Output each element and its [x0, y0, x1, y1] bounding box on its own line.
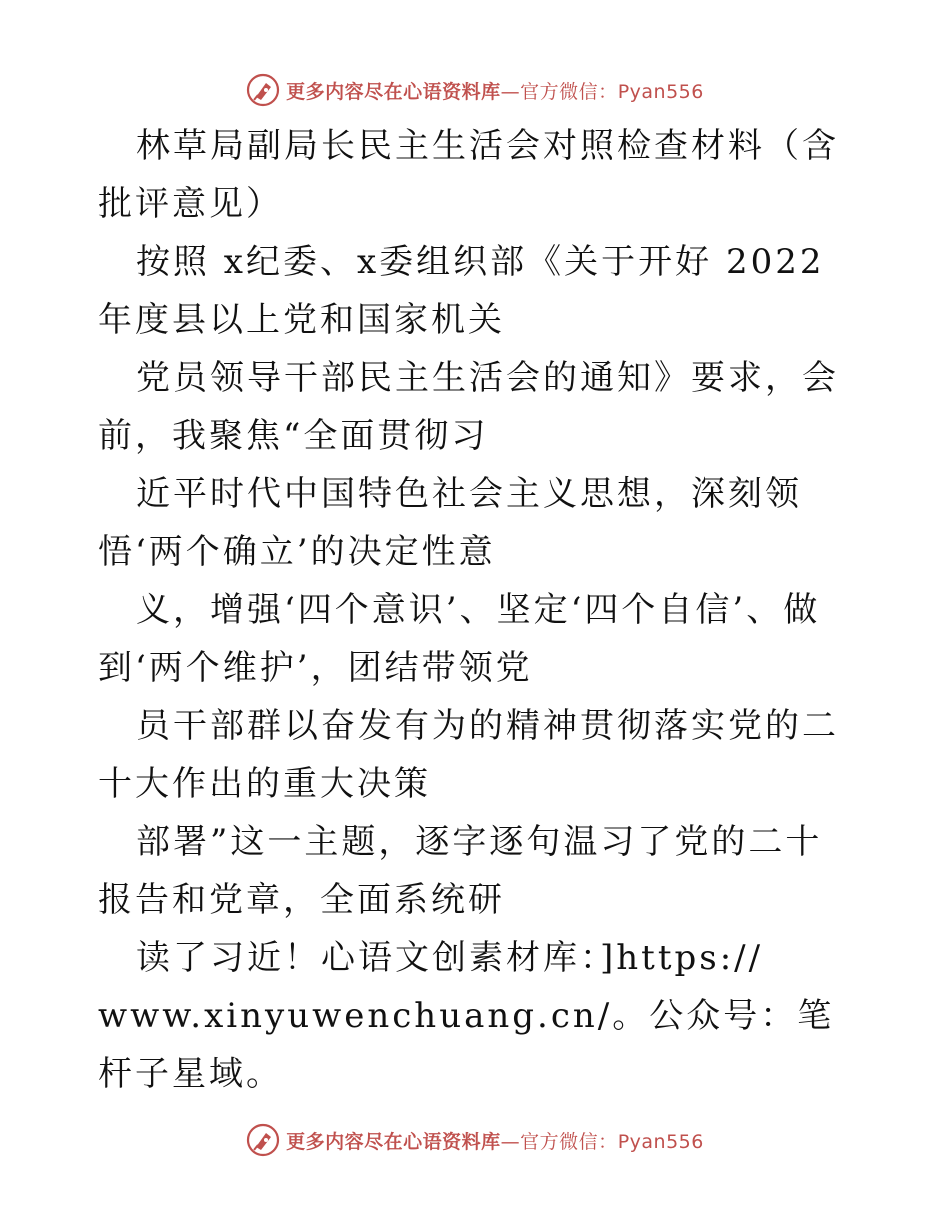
- paragraph-title: 林草局副局长民主生活会对照检查材料（含批评意见）: [98, 126, 839, 224]
- pen-nib-logo-icon: [246, 1123, 280, 1157]
- banner-separator: —: [500, 80, 521, 103]
- banner-wechat-id: Pyan556: [617, 80, 704, 103]
- paragraph: 党员领导干部民主生活会的通知》要求，会前，我聚焦“全面贯彻习: [98, 358, 839, 456]
- pen-nib-logo-icon: [246, 73, 280, 107]
- footer-watermark-banner: [0, 1120, 950, 1160]
- paragraph: 义，增强‘四个意识’、坚定‘四个自信’、做到‘两个维护’，团结带领党: [98, 590, 821, 688]
- banner-main-text: 更多内容尽在心语资料库: [286, 1130, 501, 1153]
- banner-wechat-label: 官方微信：: [520, 80, 618, 103]
- paragraph-url: www.xinyuwenchuang.cn/。公众号：笔杆子星域。: [98, 996, 835, 1094]
- banner-wechat-id: Pyan556: [617, 1130, 704, 1153]
- banner-separator: —: [500, 1130, 521, 1153]
- banner-text: [286, 1127, 704, 1154]
- document-body: [98, 117, 858, 1103]
- paragraph: 员干部群以奋发有为的精神贯彻落实党的二十大作出的重大决策: [98, 706, 839, 804]
- banner-text: [286, 77, 704, 104]
- paragraph: 按照 x纪委、x委组织部《关于开好 2022 年度县以上党和国家机关: [98, 242, 825, 340]
- paragraph: 部署”这一主题，逐字逐句温习了党的二十报告和党章，全面系统研: [98, 822, 823, 920]
- paragraph: 近平时代中国特色社会主义思想，深刻领悟‘两个确立’的决定性意: [98, 474, 802, 572]
- banner-main-text: 更多内容尽在心语资料库: [286, 80, 501, 103]
- header-watermark-banner: [0, 70, 950, 110]
- banner-wechat-label: 官方微信：: [520, 1130, 618, 1153]
- paragraph: 读了习近！心语文创素材库：]https://: [136, 938, 764, 978]
